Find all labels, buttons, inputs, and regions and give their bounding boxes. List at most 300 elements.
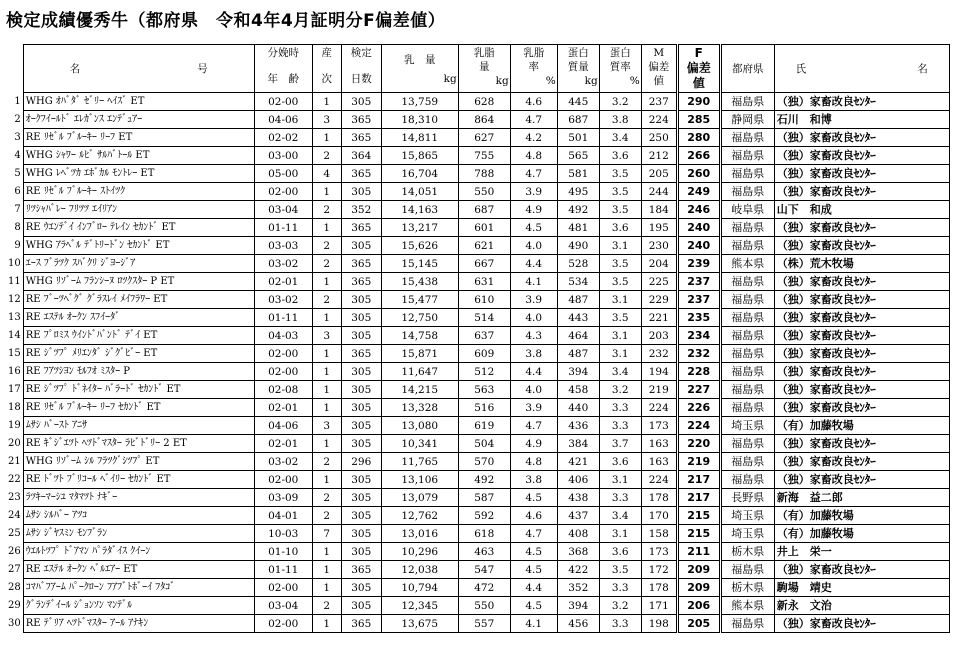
f-deviation: 227 xyxy=(677,381,720,399)
row-number: 15 xyxy=(8,347,21,359)
parity: 1 xyxy=(312,219,341,237)
prefecture: 熊本県 xyxy=(720,255,774,273)
protein-yield: 384 xyxy=(557,435,599,453)
table-row xyxy=(8,165,949,183)
test-days: 305 xyxy=(341,507,381,525)
fat-yield: 550 xyxy=(458,183,510,201)
milk-yield: 15,477 xyxy=(381,291,458,309)
f-deviation: 234 xyxy=(677,327,720,345)
row-number: 19 xyxy=(8,419,21,431)
protein-percent: 3.3 xyxy=(599,399,641,417)
protein-percent: 3.1 xyxy=(599,345,641,363)
fat-percent: 4.0 xyxy=(510,309,557,327)
m-deviation: 229 xyxy=(641,291,677,309)
m-deviation: 204 xyxy=(641,255,677,273)
protein-percent: 3.4 xyxy=(599,129,641,147)
protein-yield: 481 xyxy=(557,219,599,237)
fat-yield: 563 xyxy=(458,381,510,399)
prefecture: 埼玉県 xyxy=(720,507,774,525)
milk-yield: 12,345 xyxy=(381,597,458,615)
calving-age: 02-00 xyxy=(254,615,312,633)
m-deviation: 205 xyxy=(641,165,677,183)
fat-percent: 4.6 xyxy=(510,507,557,525)
f-deviation: 266 xyxy=(677,147,720,165)
parity: 1 xyxy=(312,309,341,327)
fat-percent: 3.8 xyxy=(510,471,557,489)
parity: 2 xyxy=(312,597,341,615)
fat-percent: 4.5 xyxy=(510,597,557,615)
protein-percent: 3.2 xyxy=(599,381,641,399)
fat-yield: 463 xyxy=(458,543,510,561)
cow-name: RE ﾘｾﾞﾙ ﾌﾞﾙｰｷｰ ﾘｰﾌ ET xyxy=(23,129,254,147)
test-days: 305 xyxy=(341,417,381,435)
protein-yield: 437 xyxy=(557,507,599,525)
cow-name: ｸﾞﾗﾝﾃﾞｲｰﾙ ｼﾞｮﾝｿﾝ ﾏﾝﾃﾞﾙ xyxy=(23,597,254,615)
header-parity: 産 次 xyxy=(312,45,341,93)
page-title: 検定成績優秀牛（都府県 令和4年4月証明分F偏差値） xyxy=(6,11,446,31)
cattle-table xyxy=(8,44,950,633)
row-number: 2 xyxy=(14,113,21,125)
milk-yield: 14,811 xyxy=(381,129,458,147)
milk-yield: 14,758 xyxy=(381,327,458,345)
f-deviation: 209 xyxy=(677,579,720,597)
milk-yield: 13,675 xyxy=(381,615,458,633)
m-deviation: 244 xyxy=(641,183,677,201)
row-number: 5 xyxy=(14,167,21,179)
row-number: 20 xyxy=(8,437,21,449)
header-name xyxy=(23,45,254,93)
milk-yield: 14,215 xyxy=(381,381,458,399)
parity: 1 xyxy=(312,183,341,201)
calving-age: 03-02 xyxy=(254,453,312,471)
f-deviation: 240 xyxy=(677,237,720,255)
protein-yield: 464 xyxy=(557,327,599,345)
milk-yield: 15,871 xyxy=(381,345,458,363)
test-days: 305 xyxy=(341,579,381,597)
prefecture: 長野県 xyxy=(720,489,774,507)
prefecture: 熊本県 xyxy=(720,597,774,615)
fat-percent: 4.7 xyxy=(510,111,557,129)
cow-name: ｵｰｸﾌｲｰﾙﾄﾞ ｴﾚｶﾞﾝｽ ｴﾝﾃﾞｭｱｰ xyxy=(23,111,254,129)
milk-yield: 13,079 xyxy=(381,489,458,507)
test-days: 305 xyxy=(341,435,381,453)
milk-yield: 12,762 xyxy=(381,507,458,525)
prefecture: 福島県 xyxy=(720,273,774,291)
owner-name: （独）家畜改良ｾﾝﾀｰ xyxy=(774,309,949,327)
header-test-days: 検定 日数 xyxy=(341,45,381,93)
row-number: 18 xyxy=(8,401,21,413)
table-row xyxy=(8,291,949,309)
protein-percent: 3.1 xyxy=(599,471,641,489)
row-number: 30 xyxy=(8,617,21,629)
cow-name: RE ﾘｾﾞﾙ ﾌﾞﾙｰｷｰ ｽﾄｲﾂｸ xyxy=(23,183,254,201)
row-number: 23 xyxy=(8,491,21,503)
test-days: 305 xyxy=(341,291,381,309)
protein-percent: 3.5 xyxy=(599,165,641,183)
milk-yield: 12,750 xyxy=(381,309,458,327)
cow-name: RE ｴｽﾃﾙ ｵｰｸﾝ ﾍﾞﾙｴｱｰ ET xyxy=(23,561,254,579)
fat-yield: 687 xyxy=(458,201,510,219)
row-number: 11 xyxy=(8,275,21,287)
table-row xyxy=(8,147,949,165)
header-name-2: 号 xyxy=(197,62,208,75)
row-number: 29 xyxy=(8,599,21,611)
fat-yield: 610 xyxy=(458,291,510,309)
header-owner-1: 氏 xyxy=(795,62,807,75)
row-number: 9 xyxy=(14,239,21,251)
f-deviation: 209 xyxy=(677,561,720,579)
cow-name: RE ｳｴﾝﾃﾞｲ ｲﾝﾌﾞﾛｰ ﾃﾚｲﾝ ｾｶﾝﾄﾞ ET xyxy=(23,219,254,237)
calving-age: 03-02 xyxy=(254,291,312,309)
row-number: 28 xyxy=(8,581,21,593)
calving-age: 04-06 xyxy=(254,111,312,129)
cow-name: RE ﾌﾞｰﾂﾍﾞｸﾞ ｸﾞﾗｽﾚｲ ﾒｲﾌﾗﾜｰ ET xyxy=(23,291,254,309)
prefecture: 福島県 xyxy=(720,165,774,183)
protein-yield: 458 xyxy=(557,381,599,399)
f-deviation: 206 xyxy=(677,597,720,615)
protein-yield: 565 xyxy=(557,147,599,165)
owner-name: （有）加藤牧場 xyxy=(774,525,949,543)
owner-name: （独）家畜改良ｾﾝﾀｰ xyxy=(774,561,949,579)
test-days: 365 xyxy=(341,273,381,291)
protein-percent: 3.5 xyxy=(599,273,641,291)
fat-yield: 550 xyxy=(458,597,510,615)
table-body xyxy=(8,93,949,633)
prefecture: 岐阜県 xyxy=(720,201,774,219)
protein-percent: 3.2 xyxy=(599,597,641,615)
table-row xyxy=(8,237,949,255)
f-deviation: 246 xyxy=(677,201,720,219)
prefecture: 福島県 xyxy=(720,615,774,633)
m-deviation: 163 xyxy=(641,435,677,453)
m-deviation: 237 xyxy=(641,93,677,111)
fat-percent: 3.8 xyxy=(510,345,557,363)
table-row xyxy=(8,111,949,129)
protein-percent: 3.3 xyxy=(599,615,641,633)
cow-name: WHG ｵﾊﾞﾀﾞ ｾﾞﾘｰ ﾍｲｽﾞ ET xyxy=(23,93,254,111)
header-owner-2: 名 xyxy=(917,62,928,75)
owner-name: （独）家畜改良ｾﾝﾀｰ xyxy=(774,129,949,147)
protein-percent: 3.1 xyxy=(599,327,641,345)
parity: 1 xyxy=(312,399,341,417)
m-deviation: 184 xyxy=(641,201,677,219)
row-number: 10 xyxy=(8,257,21,269)
owner-name: （独）家畜改良ｾﾝﾀｰ xyxy=(774,381,949,399)
fat-percent: 4.9 xyxy=(510,435,557,453)
parity: 1 xyxy=(312,435,341,453)
row-number: 16 xyxy=(8,365,21,377)
calving-age: 04-03 xyxy=(254,327,312,345)
header-protein-pct: 蛋白 質率 % xyxy=(599,45,641,93)
fat-yield: 621 xyxy=(458,237,510,255)
table-row xyxy=(8,399,949,417)
cow-name: WHG ｱﾗﾍﾞﾙ ﾃﾞﾄﾘｰﾄﾞﾝ ｾｶﾝﾄﾞ ET xyxy=(23,237,254,255)
cow-name: RE ﾄﾞﾂﾄ ﾌﾞﾘｺｰﾙ ﾍﾞｲﾘｰ ｾｶﾝﾄﾞ ET xyxy=(23,471,254,489)
milk-yield: 11,647 xyxy=(381,363,458,381)
parity: 3 xyxy=(312,417,341,435)
m-deviation: 219 xyxy=(641,381,677,399)
f-deviation: 237 xyxy=(677,273,720,291)
f-deviation: 260 xyxy=(677,165,720,183)
fat-yield: 601 xyxy=(458,219,510,237)
cow-name: ｺﾏﾊﾞﾌｱｰﾑ ﾊﾟｰｸﾛｰﾝ ﾌｱﾌﾞﾄﾎﾞｰｲ ﾌﾀｺﾞ xyxy=(23,579,254,597)
f-deviation: 219 xyxy=(677,453,720,471)
table-row xyxy=(8,471,949,489)
test-days: 365 xyxy=(341,219,381,237)
test-days: 296 xyxy=(341,453,381,471)
calving-age: 01-11 xyxy=(254,561,312,579)
test-days: 305 xyxy=(341,489,381,507)
milk-yield: 12,038 xyxy=(381,561,458,579)
protein-percent: 3.5 xyxy=(599,309,641,327)
calving-age: 01-11 xyxy=(254,309,312,327)
prefecture: 福島県 xyxy=(720,183,774,201)
protein-yield: 501 xyxy=(557,129,599,147)
milk-yield: 16,704 xyxy=(381,165,458,183)
protein-yield: 421 xyxy=(557,453,599,471)
f-deviation: 211 xyxy=(677,543,720,561)
prefecture: 福島県 xyxy=(720,363,774,381)
test-days: 305 xyxy=(341,309,381,327)
protein-yield: 408 xyxy=(557,525,599,543)
m-deviation: 232 xyxy=(641,345,677,363)
parity: 1 xyxy=(312,615,341,633)
header-f-deviation: F 偏差 値 xyxy=(677,45,720,93)
owner-name: （独）家畜改良ｾﾝﾀｰ xyxy=(774,93,949,111)
row-number: 14 xyxy=(8,329,21,341)
fat-percent: 4.5 xyxy=(510,561,557,579)
owner-name: （独）家畜改良ｾﾝﾀｰ xyxy=(774,273,949,291)
owner-name: （独）家畜改良ｾﾝﾀｰ xyxy=(774,165,949,183)
owner-name: （独）家畜改良ｾﾝﾀｰ xyxy=(774,237,949,255)
m-deviation: 224 xyxy=(641,471,677,489)
parity: 1 xyxy=(312,93,341,111)
m-deviation: 178 xyxy=(641,579,677,597)
fat-yield: 609 xyxy=(458,345,510,363)
cow-name: RE ﾌｱﾂｼﾖﾝ ﾓﾙﾌｵ ﾐｽﾀｰ P xyxy=(23,363,254,381)
owner-name: 石川 和博 xyxy=(774,111,949,129)
cow-name: RE ﾘｾﾞﾙ ﾌﾞﾙｰｷｰ ﾘｰﾌ ｾｶﾝﾄﾞ ET xyxy=(23,399,254,417)
calving-age: 04-06 xyxy=(254,417,312,435)
row-number: 22 xyxy=(8,473,21,485)
test-days: 305 xyxy=(341,597,381,615)
table-row xyxy=(8,381,949,399)
m-deviation: 194 xyxy=(641,363,677,381)
header-name-1: 名 xyxy=(69,62,81,75)
prefecture: 福島県 xyxy=(720,453,774,471)
owner-name: （有）加藤牧場 xyxy=(774,507,949,525)
f-deviation: 215 xyxy=(677,525,720,543)
calving-age: 03-02 xyxy=(254,255,312,273)
test-days: 365 xyxy=(341,129,381,147)
f-deviation: 235 xyxy=(677,309,720,327)
f-deviation: 224 xyxy=(677,417,720,435)
owner-name: （独）家畜改良ｾﾝﾀｰ xyxy=(774,147,949,165)
calving-age: 02-08 xyxy=(254,381,312,399)
test-days: 365 xyxy=(341,255,381,273)
milk-yield: 11,765 xyxy=(381,453,458,471)
fat-percent: 4.5 xyxy=(510,219,557,237)
protein-yield: 581 xyxy=(557,165,599,183)
protein-percent: 3.6 xyxy=(599,219,641,237)
owner-name: （独）家畜改良ｾﾝﾀｰ xyxy=(774,471,949,489)
protein-yield: 687 xyxy=(557,111,599,129)
f-deviation: 220 xyxy=(677,435,720,453)
f-deviation: 290 xyxy=(677,93,720,111)
table-row xyxy=(8,309,949,327)
milk-yield: 13,106 xyxy=(381,471,458,489)
parity: 1 xyxy=(312,273,341,291)
milk-yield: 10,296 xyxy=(381,543,458,561)
prefecture: 福島県 xyxy=(720,129,774,147)
parity: 2 xyxy=(312,507,341,525)
fat-yield: 557 xyxy=(458,615,510,633)
owner-name: （独）家畜改良ｾﾝﾀｰ xyxy=(774,345,949,363)
owner-name: 新海 益二郎 xyxy=(774,489,949,507)
fat-yield: 667 xyxy=(458,255,510,273)
table-row xyxy=(8,543,949,561)
test-days: 305 xyxy=(341,543,381,561)
test-days: 352 xyxy=(341,201,381,219)
row-number: 8 xyxy=(14,221,21,233)
test-days: 305 xyxy=(341,183,381,201)
fat-yield: 472 xyxy=(458,579,510,597)
f-deviation: 285 xyxy=(677,111,720,129)
fat-percent: 4.6 xyxy=(510,93,557,111)
calving-age: 01-11 xyxy=(254,219,312,237)
table-row xyxy=(8,93,949,111)
f-deviation: 239 xyxy=(677,255,720,273)
protein-yield: 394 xyxy=(557,363,599,381)
owner-name: （有）加藤牧場 xyxy=(774,417,949,435)
milk-yield: 13,759 xyxy=(381,93,458,111)
f-deviation: 228 xyxy=(677,363,720,381)
row-number: 4 xyxy=(14,149,21,161)
fat-yield: 514 xyxy=(458,309,510,327)
protein-yield: 495 xyxy=(557,183,599,201)
protein-percent: 3.8 xyxy=(599,111,641,129)
protein-yield: 492 xyxy=(557,201,599,219)
test-days: 364 xyxy=(341,147,381,165)
calving-age: 03-04 xyxy=(254,597,312,615)
cow-name: RE ﾃﾞﾘｱ ﾍﾂﾄﾞﾏｽﾀｰ ｱｰﾙ ｱﾅｷﾝ xyxy=(23,615,254,633)
fat-yield: 504 xyxy=(458,435,510,453)
table-row xyxy=(8,579,949,597)
f-deviation: 249 xyxy=(677,183,720,201)
milk-yield: 13,328 xyxy=(381,399,458,417)
calving-age: 03-04 xyxy=(254,201,312,219)
fat-yield: 516 xyxy=(458,399,510,417)
fat-yield: 628 xyxy=(458,93,510,111)
owner-name: （独）家畜改良ｾﾝﾀｰ xyxy=(774,327,949,345)
m-deviation: 224 xyxy=(641,111,677,129)
m-deviation: 198 xyxy=(641,615,677,633)
m-deviation: 178 xyxy=(641,489,677,507)
calving-age: 02-00 xyxy=(254,471,312,489)
protein-percent: 3.1 xyxy=(599,291,641,309)
protein-percent: 3.2 xyxy=(599,93,641,111)
header-protein: 蛋白 質量 kg xyxy=(557,45,599,93)
fat-yield: 547 xyxy=(458,561,510,579)
protein-percent: 3.5 xyxy=(599,183,641,201)
parity: 2 xyxy=(312,237,341,255)
cow-name: WHG ﾘｿﾞｰﾑ ｼﾙ ﾌﾗﾂｸﾞｼﾂﾌﾟ ET xyxy=(23,453,254,471)
protein-yield: 443 xyxy=(557,309,599,327)
cow-name: RE ｼﾞﾂﾌﾟ ﾒﾘｴﾝﾀﾞ ｼﾞｸﾞﾋﾞｰ ET xyxy=(23,345,254,363)
m-deviation: 212 xyxy=(641,147,677,165)
row-number: 17 xyxy=(8,383,21,395)
m-deviation: 195 xyxy=(641,219,677,237)
owner-name: （独）家畜改良ｾﾝﾀｰ xyxy=(774,363,949,381)
milk-yield: 10,794 xyxy=(381,579,458,597)
fat-percent: 4.2 xyxy=(510,129,557,147)
parity: 1 xyxy=(312,561,341,579)
row-number: 25 xyxy=(8,527,21,539)
cow-name: RE ｴｽﾃﾙ ｵｰｸﾝ ｽﾌｲｰﾀﾞ xyxy=(23,309,254,327)
owner-name: 新永 文治 xyxy=(774,597,949,615)
table-row xyxy=(8,435,949,453)
parity: 1 xyxy=(312,381,341,399)
protein-percent: 3.6 xyxy=(599,453,641,471)
protein-yield: 456 xyxy=(557,615,599,633)
f-deviation: 226 xyxy=(677,399,720,417)
row-number: 26 xyxy=(8,545,21,557)
owner-name: （独）家畜改良ｾﾝﾀｰ xyxy=(774,291,949,309)
calving-age: 04-01 xyxy=(254,507,312,525)
milk-yield: 18,310 xyxy=(381,111,458,129)
cow-name: ﾗﾂｷｰﾏｰｼﾕ ﾏﾀﾏﾂﾄ ﾅｷﾞｰ xyxy=(23,489,254,507)
fat-percent: 4.4 xyxy=(510,255,557,273)
prefecture: 福島県 xyxy=(720,237,774,255)
prefecture: 福島県 xyxy=(720,471,774,489)
fat-yield: 627 xyxy=(458,129,510,147)
table-row xyxy=(8,183,949,201)
m-deviation: 225 xyxy=(641,273,677,291)
test-days: 365 xyxy=(341,345,381,363)
test-days: 305 xyxy=(341,363,381,381)
table-row xyxy=(8,417,949,435)
fat-percent: 3.9 xyxy=(510,291,557,309)
owner-name: （独）家畜改良ｾﾝﾀｰ xyxy=(774,435,949,453)
milk-yield: 13,217 xyxy=(381,219,458,237)
protein-percent: 3.5 xyxy=(599,561,641,579)
fat-percent: 4.7 xyxy=(510,417,557,435)
protein-yield: 422 xyxy=(557,561,599,579)
milk-yield: 15,438 xyxy=(381,273,458,291)
calving-age: 02-02 xyxy=(254,129,312,147)
protein-percent: 3.5 xyxy=(599,255,641,273)
m-deviation: 230 xyxy=(641,237,677,255)
test-days: 305 xyxy=(341,381,381,399)
parity: 2 xyxy=(312,255,341,273)
m-deviation: 172 xyxy=(641,561,677,579)
header-fat: 乳脂 量 kg xyxy=(458,45,510,93)
cow-name: WHG ｼｬﾜｰ ﾙﾋﾞ ｻﾙﾊﾞﾄｰﾙ ET xyxy=(23,147,254,165)
cow-name: RE ｼﾞﾂﾌﾟ ﾄﾞﾈｲﾀｰ ﾊﾞﾗｰﾄﾞ ｾｶﾝﾄﾞ ET xyxy=(23,381,254,399)
table-row xyxy=(8,489,949,507)
protein-yield: 445 xyxy=(557,93,599,111)
fat-percent: 4.0 xyxy=(510,237,557,255)
owner-name: 駒場 靖史 xyxy=(774,579,949,597)
owner-name: （独）家畜改良ｾﾝﾀｰ xyxy=(774,183,949,201)
parity: 3 xyxy=(312,111,341,129)
table-row xyxy=(8,273,949,291)
protein-yield: 487 xyxy=(557,291,599,309)
owner-name: （独）家畜改良ｾﾝﾀｰ xyxy=(774,453,949,471)
parity: 1 xyxy=(312,579,341,597)
milk-yield: 15,626 xyxy=(381,237,458,255)
prefecture: 福島県 xyxy=(720,561,774,579)
